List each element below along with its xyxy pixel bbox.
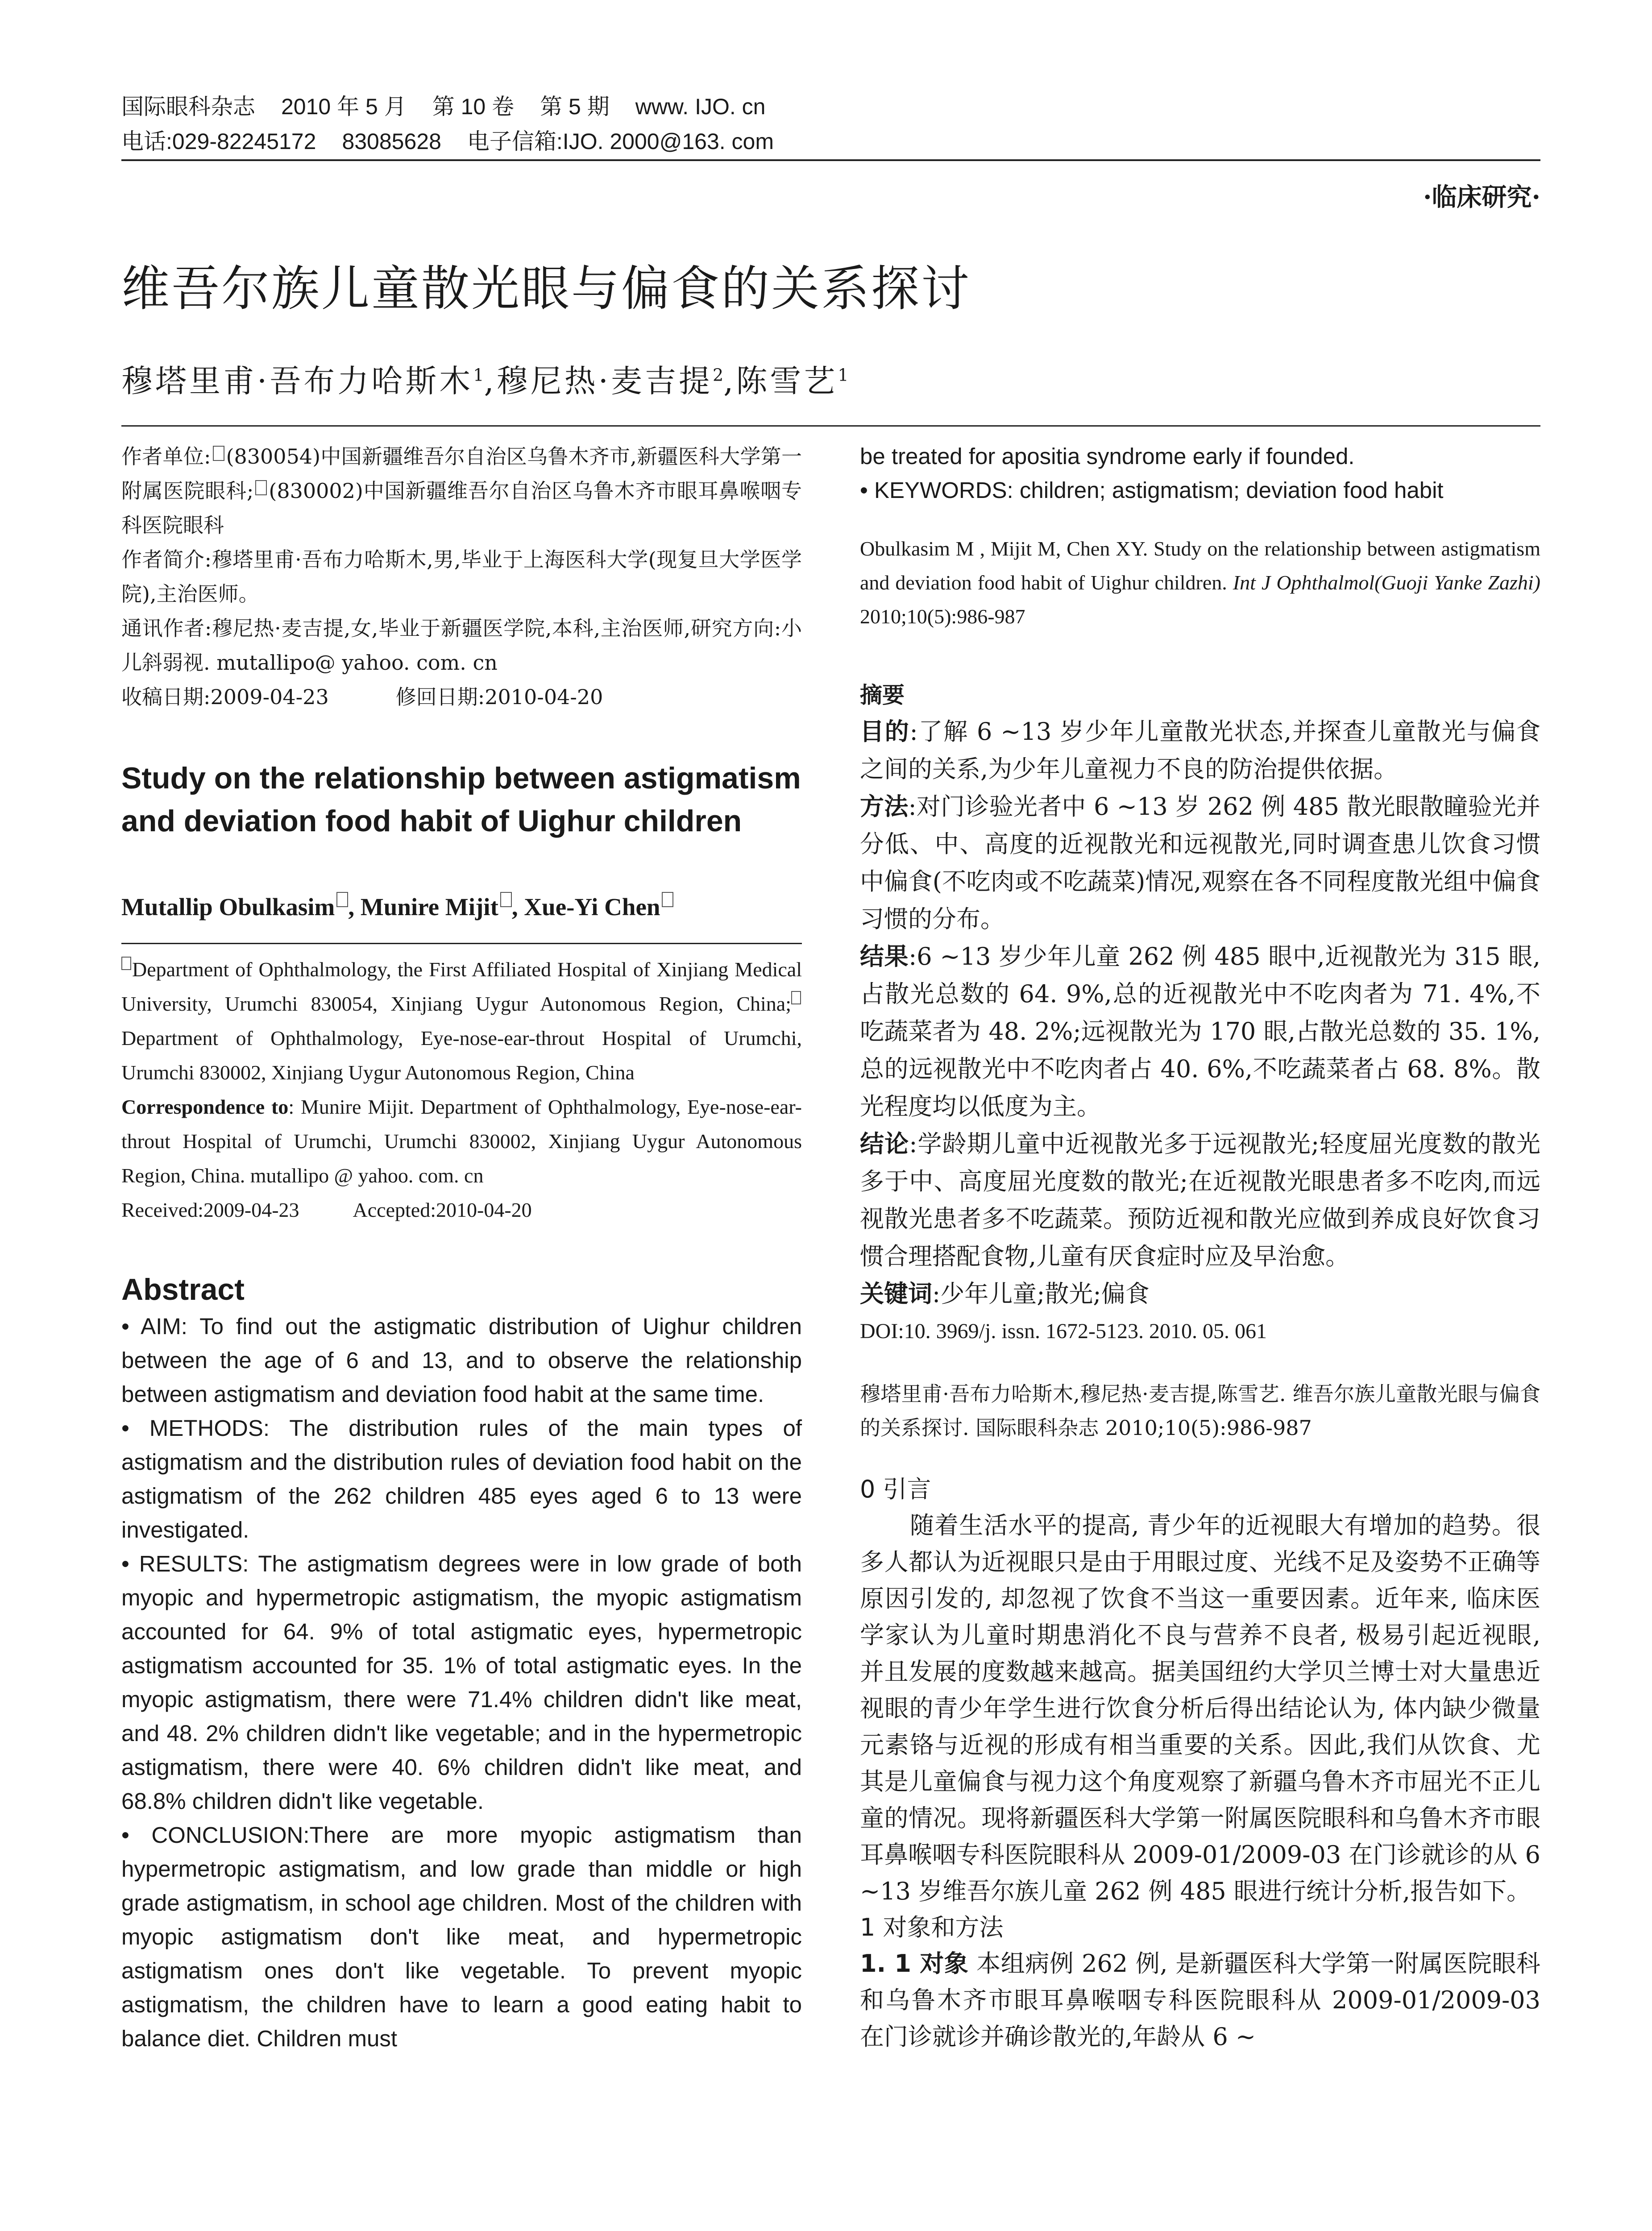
affil-marker-1 [213, 446, 224, 461]
left-column [121, 440, 802, 2056]
affil-marker-2 [255, 480, 267, 495]
citation-cn: 穆塔里甫·吾布力哈斯木,穆尼热·麦吉提,陈雪艺. 维吾尔族儿童散光眼与偏食的关系探讨. 国际眼科杂志 2010;10(5):986-987 [860, 1382, 1540, 1440]
dates-en [121, 1193, 802, 1227]
journal-website: www. IJO. cn [635, 94, 766, 119]
accepted-date-en: Accepted:2010-04-20 [353, 1198, 532, 1221]
article-title-cn: 维吾尔族儿童散光眼与偏食的关系探讨 [121, 261, 971, 317]
affil-marker [500, 892, 512, 907]
author-1-en: Mutallip Obulkasim [121, 893, 335, 921]
abstract-cn-methods [860, 788, 1540, 938]
author-2-en: , Munire Mijit [348, 893, 498, 921]
conclusion-text-cn: :学龄期儿童中近视散光多于远视散光;轻度屈光度数的散光多于中、高度屈光度数的散光;在近视散光眼患者多不吃肉,而远视散光患者多不吃蔬菜。预防近视和散光应做到养成良好饮食习惯合理搭配食物,儿童有厌食症时应及早治愈。 [860, 1130, 1540, 1270]
author-3-cn: ,陈雪艺 [723, 363, 838, 399]
methods-text-cn: :对门诊验光者中 6 ~13 岁 262 例 485 散光眼散瞳验光并分低、中、高度的近视散光和远视散光,同时调查患儿饮食习惯中偏食(不吃肉或不吃蔬菜)情况,观察在各不同程度散光组中偏食习惯的分布。 [860, 792, 1540, 933]
subjects-paragraph [860, 1945, 1540, 2055]
abstract-cn-heading: 摘要 [860, 682, 905, 708]
unit-2: (830002)中国新疆维吾尔自治区乌鲁木齐市眼耳鼻喉咽专科医院眼科 [121, 479, 802, 537]
subjects-label: 1. 1 对象 [860, 1949, 969, 1978]
abstract-cn-results [860, 938, 1540, 1125]
keywords-label-cn: 关键词 [860, 1280, 932, 1308]
abstract-cn-aim [860, 713, 1540, 788]
journal-name: 国际眼科杂志 [121, 94, 255, 119]
methods-label-cn: 方法 [860, 792, 909, 821]
intro-heading: 0 引言 [860, 1475, 931, 1503]
affil-marker [121, 957, 131, 970]
authors-en [121, 889, 802, 925]
methods-heading: 1 对象和方法 [860, 1913, 1004, 1941]
correspondence-en [121, 1090, 802, 1193]
author-2-affil: 2 [712, 365, 724, 385]
unit-1: (830054)中国新疆维吾尔自治区乌鲁木齐市,新疆医科大学第一附属医院眼科; [121, 444, 802, 503]
header-rule [121, 159, 1540, 161]
results-label-cn: 结果 [860, 942, 909, 970]
volume: 第 10 卷 [432, 94, 515, 119]
abstract-results: • RESULTS: The astigmatism degrees were in low grade of both myopic and hypermetropic astigmatism, the myopic astigmatism accounted for 64. 9% of total astigmatic eyes, hypermetropic astigmatism accounted for 35. 1% of total astigmatic eyes. In the myopic astigmatism, there were 71.4% children didn't like meat, and 48. 2% children didn't like vegetable; and in the hypermetropic astigmatism, there were 40. 6% children didn't like meat, and 68.8% children didn't like vegetable. [121, 1551, 802, 1814]
citation-en [860, 532, 1540, 634]
citation-en-journal: Int J Ophthalmol(Guoji Yanke Zazhi) [1233, 571, 1540, 594]
abstract-conclusion-continued: be treated for apositia syndrome early if founded. [860, 444, 1355, 469]
section-label: ·临床研究· [1423, 182, 1540, 212]
article-title-en: Study on the relationship between astigmatism and deviation food habit of Uighur children [121, 761, 801, 838]
received-date-en: Received:2009-04-23 [121, 1198, 299, 1221]
abstract-cn-conclusion [860, 1125, 1540, 1275]
aim-label-cn: 目的 [860, 717, 910, 746]
department-2: Department of Ophthalmology, Eye-nose-ear-throut Hospital of Urumchi, Urumchi 830002, Xinjiang Uygur Autonomous Region, China [121, 1027, 802, 1084]
doi: DOI:10. 3969/j. issn. 1672-5123. 2010. 05. 061 [860, 1319, 1267, 1343]
author-bio: 作者简介:穆塔里甫·吾布力哈斯木,男,毕业于上海医科大学(现复旦大学医学院),主治医师。 [121, 547, 802, 606]
journal-info-line [121, 89, 1540, 124]
abstract-keywords: • KEYWORDS: children; astigmatism; deviation food habit [860, 477, 1444, 503]
intro-paragraph: 随着生活水平的提高, 青少年的近视眼大有增加的趋势。很多人都认为近视眼只是由于用眼过度、光线不足及姿势不正确等原因引发的, 却忽视了饮食不当这一重要因素。近年来, 临床医学家认为儿童时期患消化不良与营养不良者, 极易引起近视眼, 并且发展的度数越来越高。据美国纽约大学贝兰博士对大量患近视眼的青少年学生进行饮食分析后得出结论认为, 体内缺少微量元素铬与近视的形成有相当重要的关系。因此,我们从饮食、尤其是儿童偏食与视力这个角度观察了新疆乌鲁木齐市屈光不正儿童的情况。现将新疆医科大学第一附属医院眼科和乌鲁木齐市眼耳鼻喉咽专科医院眼科从 2009-01/2009-03 在门诊就诊的从 6 ~13 岁维吾尔族儿童 262 例 485 眼进行统计分析,报告如下。 [860, 1511, 1540, 1905]
unit-label: 作者单位: [121, 444, 211, 469]
received-date-cn: 收稿日期:2009-04-23 [121, 685, 329, 709]
keywords-text-cn: :少年儿童;散光;偏食 [932, 1280, 1150, 1308]
author-rule [121, 425, 1540, 427]
conclusion-label-cn: 结论 [860, 1130, 909, 1158]
affil-marker [336, 892, 348, 907]
correspondence-label: Correspondence to [121, 1095, 289, 1118]
citation-en-text: Obulkasim M , Mijit M, Chen XY. Study on the relationship between astigmatism and deviation food habit of Uighur children. [860, 537, 1540, 594]
results-text-cn: :6 ~13 岁少年儿童 262 例 485 眼中,近视散光为 315 眼,占散光总数的 64. 9%,总的近视散光中不吃肉者为 71. 4%,不吃蔬菜者为 48. 2%;远视散光为 170 眼,占散光总数的 35. 1%,总的远视散光中不吃肉者占 40. 6%,不吃蔬菜者占 68. 8%。散光程度均以低度为主。 [860, 942, 1540, 1120]
email: 电子信箱:IJO. 2000@163. com [467, 129, 774, 154]
issue: 第 5 期 [540, 94, 610, 119]
author-1-cn: 穆塔里甫·吾布力哈斯木 [121, 363, 473, 399]
authors-cn [121, 356, 849, 401]
abstract-conclusion: • CONCLUSION:There are more myopic astigmatism than hypermetropic astigmatism, and low grade than middle or high grade astigmatism, in school age children. Most of the children with myopic astigmatism don't like meat, and hypermetropic astigmatism ones don't like vegetable. To prevent myopic astigmatism, the children have to learn a good eating habit to balance diet. Children must [121, 1822, 802, 2051]
phone: 电话:029-82245172 [121, 129, 316, 154]
affil-marker [791, 991, 801, 1004]
author-unit [121, 440, 802, 543]
affiliation-en [121, 952, 802, 1227]
abstract-heading: Abstract [121, 1273, 245, 1306]
phone-2: 83085628 [342, 129, 441, 154]
abstract-cn-keywords [860, 1275, 1540, 1313]
author-2-cn: ,穆尼热·麦吉提 [484, 363, 713, 399]
author-3-affil: 1 [838, 365, 849, 385]
departments [121, 952, 802, 1090]
correspondence-text: : Munire Mijit. Department of Ophthalmology, Eye-nose-ear-throut Hospital of Urumchi, Urumchi 830002, Xinjiang Uygur Autonomous Region, China. mutallipo @ yahoo. com. cn [121, 1095, 802, 1187]
author-3-en: , Xue-Yi Chen [511, 893, 660, 921]
abstract-aim: • AIM: To find out the astigmatic distribution of Uighur children between the age of 6 and 13, and to observe the relationship between astigmatism and deviation food habit at the same time. [121, 1314, 802, 1407]
issue-date: 2010 年 5 月 [281, 94, 407, 119]
corresponding-author-cn: 通讯作者:穆尼热·麦吉提,女,毕业于新疆医学院,本科,主治医师,研究方向:小儿斜弱视. mutallipo@ yahoo. com. cn [121, 616, 802, 675]
author-info-cn [121, 440, 802, 714]
affil-marker [662, 892, 673, 907]
author-1-affil: 1 [473, 365, 484, 385]
en-author-rule [121, 943, 802, 944]
dates-cn [121, 680, 802, 714]
aim-text-cn: :了解 6 ~13 岁少年儿童散光状态,并探查儿童散光与偏食之间的关系,为少年儿童视力不良的防治提供依据。 [860, 717, 1540, 783]
department-1: Department of Ophthalmology, the First Affiliated Hospital of Xinjiang Medical University, Urumchi 830054, Xinjiang Uygur Autonomous Region, China; [121, 958, 802, 1015]
abstract-methods: • METHODS: The distribution rules of the main types of astigmatism and the distribution rules of deviation food habit on the astigmatism of the 262 children 485 eyes aged 6 to 13 were investigated. [121, 1415, 802, 1543]
subjects-text: 本组病例 262 例, 是新疆医科大学第一附属医院眼科和乌鲁木齐市眼耳鼻喉咽专科医院眼科从 2009-01/2009-03 在门诊就诊并确诊散光的,年龄从 6 ~ [860, 1949, 1540, 2051]
revised-date-cn: 修回日期:2010-04-20 [395, 685, 603, 709]
running-head [121, 89, 1540, 159]
citation-en-ref: 2010;10(5):986-987 [860, 605, 1025, 628]
right-column [860, 440, 1540, 2055]
contact-line [121, 124, 1540, 159]
